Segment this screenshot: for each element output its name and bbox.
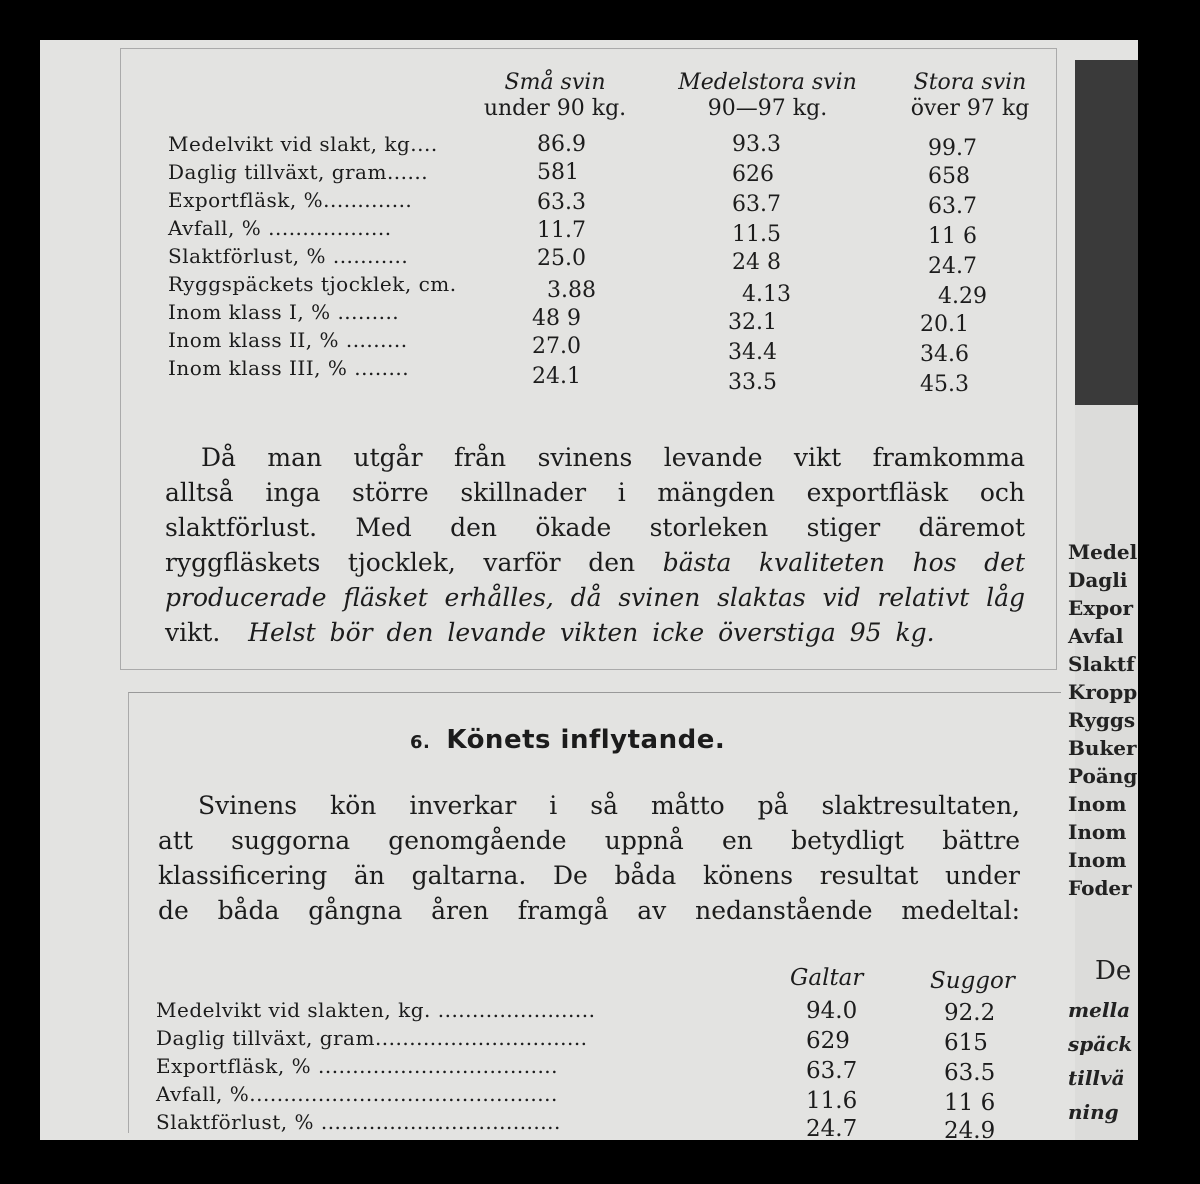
table1-cell: 24.7 [928, 254, 977, 279]
table2-cell: 629 [806, 1028, 850, 1054]
header-title: Små svin [504, 70, 606, 95]
table2-row-label: Daglig tillväxt, gram............................... [156, 1026, 588, 1050]
side-fragment: späck [1068, 1032, 1133, 1056]
side-fragment: Buker [1068, 736, 1137, 760]
section-heading [410, 725, 725, 755]
italic-text: Helst bör den levande vikten icke överstiga 95 kg. [248, 618, 935, 647]
side-fragment: Poäng [1068, 764, 1138, 788]
table2-cell: 92.2 [944, 1000, 996, 1026]
table1-row-label: Exportfläsk, %............. [168, 188, 413, 212]
header-sub: under 90 kg. [483, 96, 627, 121]
table2-header-suggor: Suggor [930, 968, 1015, 994]
table2-cell: 11 6 [944, 1090, 996, 1116]
section-title: Könets inflytande. [446, 725, 726, 755]
table1-cell: 20.1 [920, 312, 969, 337]
dark-margin-strip [1075, 60, 1138, 405]
table1-row-label: Daglig tillväxt, gram...... [168, 160, 429, 184]
side-fragment: mella [1068, 998, 1131, 1022]
paragraph-line [165, 615, 1025, 650]
table2-cell: 615 [944, 1030, 988, 1056]
table1-row-label: Ryggspäckets tjocklek, cm. [168, 272, 457, 296]
table1-cell: 11.5 [732, 222, 781, 247]
side-fragment: tillvä [1068, 1066, 1125, 1090]
side-fragment: ning [1068, 1100, 1119, 1124]
italic-text: producerade fläsket erhålles, då svinen slaktas vid relativt låg [165, 583, 1025, 612]
side-fragment: Avfal [1068, 624, 1124, 648]
table1-cell: 4.29 [938, 284, 987, 309]
table1-cell: 626 [732, 162, 774, 187]
paragraph-line: att suggorna genomgående uppnå en betydligt bättre [158, 826, 1020, 855]
table1-cell: 34.6 [920, 342, 969, 367]
table1-cell: 45.3 [920, 372, 969, 397]
header-title: Stora svin [913, 70, 1027, 95]
table2-row-label: Slaktförlust, % ................................... [156, 1110, 561, 1134]
table2-cell: 24.7 [806, 1116, 858, 1140]
table1-cell: 48 9 [532, 306, 581, 331]
paragraph-size [165, 440, 1025, 650]
table1-header-medium [660, 70, 875, 122]
paragraph-line [165, 580, 1025, 615]
table2-cell: 63.7 [806, 1058, 858, 1084]
table1-cell: 658 [928, 164, 970, 189]
table1-cell: 25.0 [537, 246, 586, 271]
header-sub: 90—97 kg. [707, 96, 828, 121]
table1-cell: 4.13 [742, 282, 791, 307]
table1-cell: 63.3 [537, 190, 586, 215]
table1-cell: 99.7 [928, 136, 977, 161]
paragraph-line: klassificering än galtarna. De båda könens resultat under [158, 861, 1020, 890]
paragraph-line [165, 545, 1025, 580]
table1-cell: 63.7 [732, 192, 781, 217]
scanned-page [40, 40, 1138, 1140]
section-number: 6. [410, 732, 431, 753]
table1-cell: 93.3 [732, 132, 781, 157]
table2-row-label: Exportfläsk, % ................................... [156, 1054, 559, 1078]
paragraph-sex [158, 788, 1020, 928]
table1-header-large [885, 70, 1055, 122]
side-fragment: Kropp [1068, 680, 1138, 704]
table1-cell: 27.0 [532, 334, 581, 359]
paragraph-line: alltså inga större skillnader i mängden exportfläsk och [165, 478, 1025, 507]
side-fragment: Inom [1068, 792, 1127, 816]
table1-cell: 86.9 [537, 132, 586, 157]
table2-header-galtar: Galtar [790, 965, 864, 991]
table1-cell: 33.5 [728, 370, 777, 395]
side-fragment: Foder [1068, 876, 1132, 900]
side-fragment: Slaktf [1068, 652, 1135, 676]
table1-row-label: Slaktförlust, % ........... [168, 244, 409, 268]
side-fragment: De [1095, 956, 1132, 986]
side-fragment: Medel [1068, 540, 1138, 564]
italic-text: bästa kvaliteten hos det [662, 548, 1025, 577]
table1-row-label: Medelvikt vid slakt, kg.... [168, 132, 438, 156]
table2-row-label: Avfall, %............................................. [156, 1082, 558, 1106]
table1-header-small [460, 70, 650, 122]
table1-cell: 581 [537, 160, 579, 185]
table1-cell: 32.1 [728, 310, 777, 335]
side-fragment: Dagli [1068, 568, 1128, 592]
table2-cell: 94.0 [806, 998, 858, 1024]
table1-cell: 11.7 [537, 218, 586, 243]
header-sub: över 97 kg [910, 96, 1030, 121]
paragraph-line: slaktförlust. Med den ökade storleken stiger däremot [165, 513, 1025, 542]
table1-cell: 34.4 [728, 340, 777, 365]
side-fragment: Expor [1068, 596, 1134, 620]
table1-cell: 24 8 [732, 250, 781, 275]
paragraph-line: de båda gångna åren framgå av nedanstående medeltal: [158, 896, 1020, 925]
table2-cell: 11.6 [806, 1088, 858, 1114]
side-fragment: Inom [1068, 820, 1127, 844]
side-fragment: Inom [1068, 848, 1127, 872]
table1-row-label: Inom klass III, % ........ [168, 356, 410, 380]
header-title: Medelstora svin [678, 70, 857, 95]
plain-text: vikt. [165, 618, 221, 647]
table2-cell: 24.9 [944, 1118, 996, 1140]
table1-row-label: Inom klass II, % ......... [168, 328, 408, 352]
table2-cell: 63.5 [944, 1060, 996, 1086]
paragraph-line: Då man utgår från svinens levande vikt framkomma [201, 443, 1025, 472]
table1-row-label: Inom klass I, % ......... [168, 300, 400, 324]
plain-text: ryggfläskets tjocklek, varför den [165, 548, 636, 577]
table1-cell: 3.88 [547, 278, 596, 303]
table2-row-label: Medelvikt vid slakten, kg. ....................... [156, 998, 596, 1022]
table1-cell: 24.1 [532, 364, 581, 389]
table1-cell: 63.7 [928, 194, 977, 219]
paragraph-line: Svinens kön inverkar i så måtto på slaktresultaten, [198, 791, 1020, 820]
side-fragment: Ryggs [1068, 708, 1136, 732]
table1-row-label: Avfall, % .................. [168, 216, 392, 240]
table1-cell: 11 6 [928, 224, 977, 249]
